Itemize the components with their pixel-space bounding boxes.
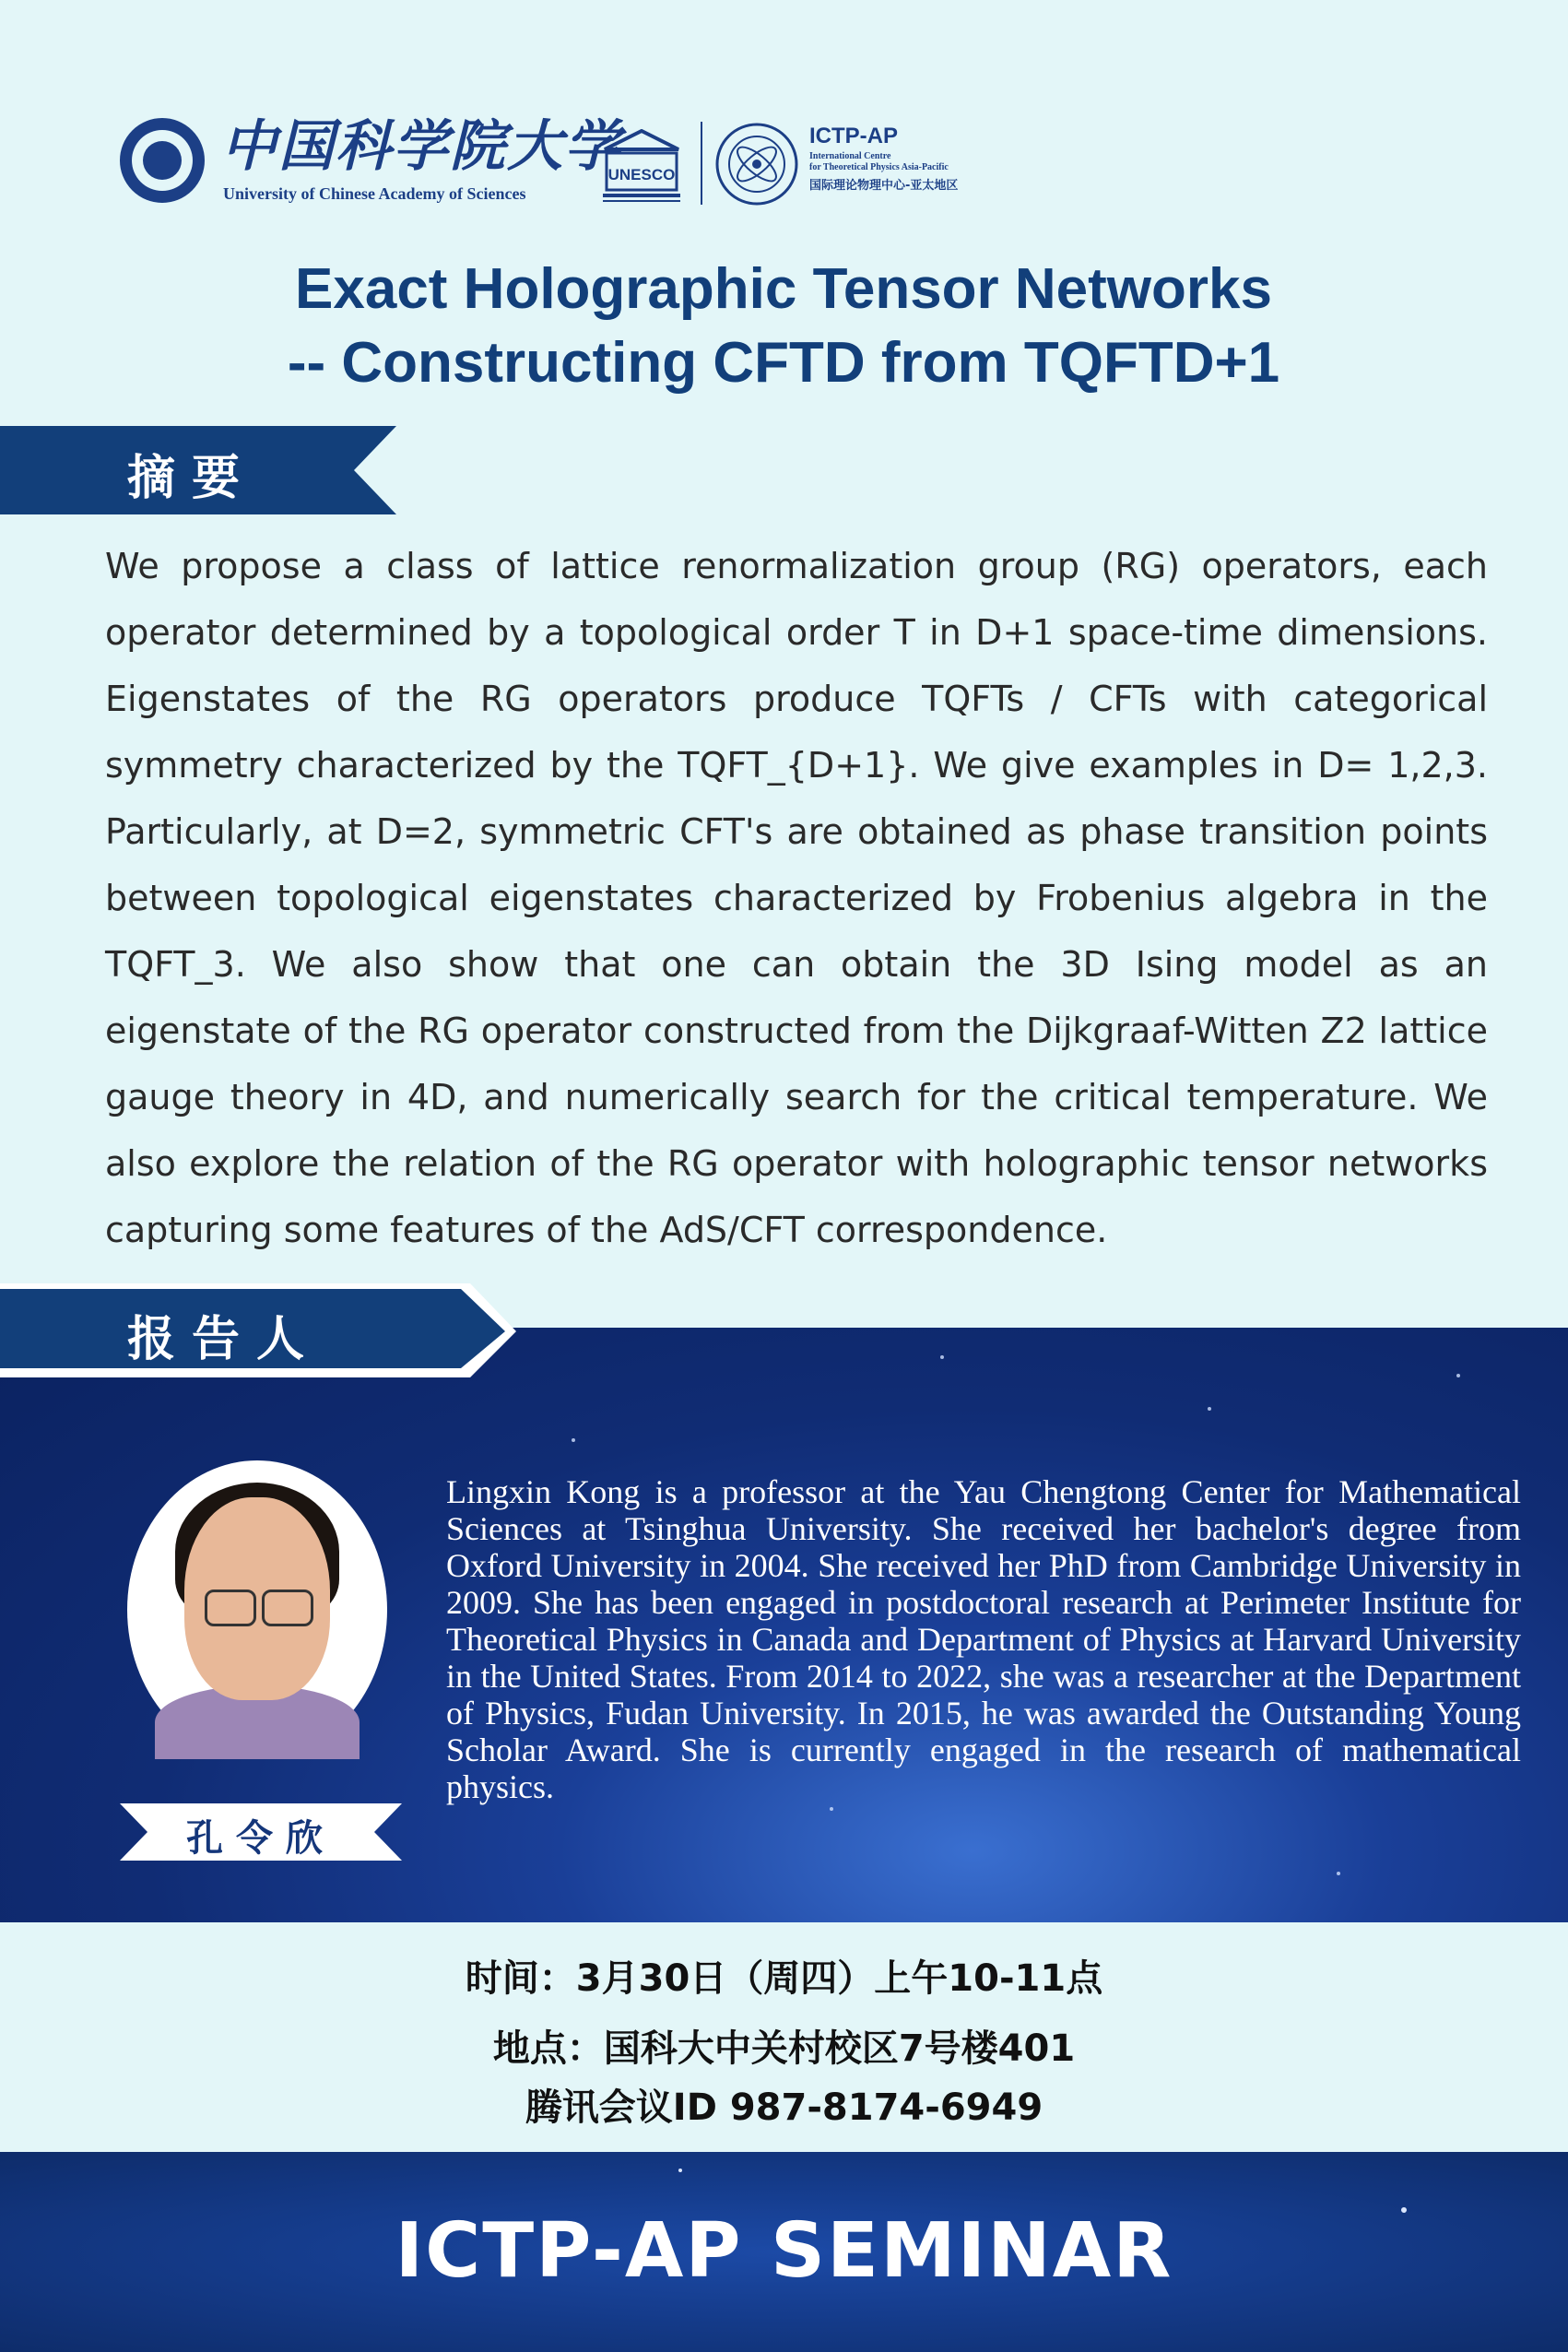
logo-divider: [701, 122, 702, 205]
ictp-chinese-name: 国际理论物理中心-亚太地区: [809, 179, 959, 193]
unesco-text: UNESCO: [607, 166, 676, 183]
speaker-name-tag: [120, 1803, 402, 1861]
ictp-subtitle-line1: International Centre: [809, 151, 891, 161]
logo-bar: [120, 111, 1042, 212]
meeting-id: 腾讯会议ID 987-8174-6949: [525, 2086, 1043, 2129]
abstract-ribbon: [0, 426, 396, 514]
event-location: 地点：国科大中关村校区7号楼401: [492, 2027, 1076, 2070]
talk-title-line2: -- Constructing CFTD from TQFTD+1: [287, 331, 1280, 395]
speaker-ribbon: [0, 1283, 527, 1372]
ucas-seal-logo: [120, 118, 205, 203]
talk-title-line1: Exact Holographic Tensor Networks: [295, 257, 1272, 321]
ictp-subtitle: [809, 151, 949, 173]
seminar-title: ICTP-AP SEMINAR: [395, 2207, 1173, 2295]
event-time: 时间：3月30日（周四）上午10-11点: [465, 1957, 1103, 2000]
ictp-seal-logo: [714, 122, 799, 207]
abstract-heading: 摘要: [127, 451, 257, 506]
footer-banner: [0, 2152, 1568, 2352]
ictp-name: ICTP-AP: [809, 124, 898, 148]
speaker-photo: [127, 1460, 387, 1759]
speaker-heading: 报告人: [127, 1312, 322, 1367]
unesco-logo: [599, 129, 684, 203]
ictp-subtitle-line2: for Theoretical Physics Asia-Pacific: [809, 162, 949, 172]
speaker-bio: Lingxin Kong is a professor at the Yau Chengtong Center for Mathematical Sciences at Tsinghua University. She received her bachelor's degree from Oxford University in 2004. She received her PhD from Cambridge University in 2009. She has been engaged in postdoctoral research at Perimeter Institute for Theoretical Physics in Canada and Department of Physics at Harvard University in the United States. From 2014 to 2022, she was a researcher at the Department of Physics, Fudan University. In 2015, he was awarded the Outstanding Young Scholar Award. She is currently engaged in the research of mathematical physics.: [446, 1473, 1521, 1805]
speaker-name: 孔令欣: [186, 1817, 336, 1860]
ucas-english-name: University of Chinese Academy of Sciences: [223, 184, 526, 203]
ucas-chinese-name: 中国科学院大学: [221, 114, 621, 179]
abstract-text: We propose a class of lattice renormalization group (RG) operators, each operator determined by a topological order T in D+1 space-time dimensions. Eigenstates of the RG operators produce TQFTs / CFTs with categorical symmetry characterized by the TQFT_{D+1}. We give examples in D= 1,2,3. Particularly, at D=2, symmetric CFT's are obtained as phase transition points between topological eigenstates characterized by Frobenius algebra in the TQFT_3. We also show that one can obtain the 3D Ising model as an eigenstate of the RG operator constructed from the Dijkgraaf-Witten Z2 lattice gauge theory in 4D, and numerically search for the critical temperature. We also explore the relation of the RG operator with holographic tensor networks capturing some features of the AdS/CFT correspondence.: [105, 546, 1488, 1250]
